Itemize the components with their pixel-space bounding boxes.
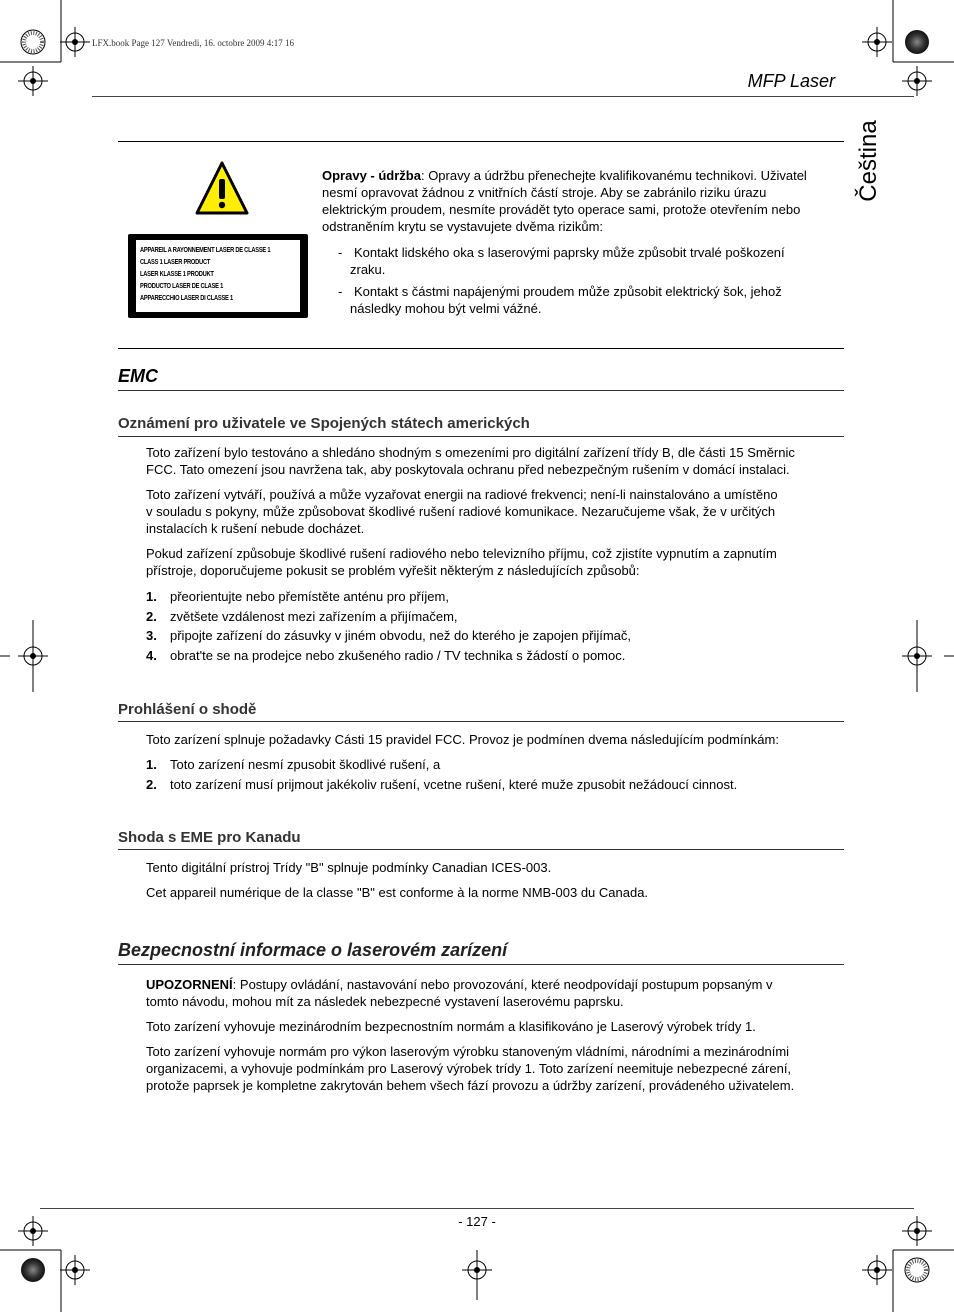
laser-safety-paragraph-3	[146, 1043, 846, 1094]
page-number: - 127 -	[458, 1214, 496, 1229]
list-item	[146, 587, 846, 607]
emc-rule	[118, 390, 844, 391]
text-line: Pokud zařízení způsobuje škodlivé rušení radiového nebo televizního příjmu, což zjistíte vypnutím a zapnutím	[146, 546, 777, 561]
bullet-text: následky mohou být velmi vážné.	[350, 301, 542, 316]
bullet-dash: -	[338, 245, 343, 260]
laser-safety-paragraph-2: Toto zarízení vyhovuje mezinárodním bezpecnostním normám a klasifikováno je Laserový výrobek trídy 1.	[146, 1019, 756, 1034]
text-line: Toto zařízení bylo testováno a shledáno shodným s omezeními pro digitální zařízení třídy B, dle části 15 Směrnic	[146, 445, 795, 460]
header-title: MFP Laser	[747, 71, 835, 91]
safety-bullet-1	[338, 244, 838, 278]
language-side-tab	[852, 117, 886, 205]
safety-intro-line: odstraněním krytu se vystavujete dvěma rizikům:	[322, 219, 604, 234]
warning-bold: UPOZORNENÍ	[146, 977, 233, 992]
text-line: Toto zařízení vytváří, používá a může vyzařovat energii na radiové frekvenci; není-li nainstalováno a umístěno	[146, 487, 778, 502]
footer-rule	[40, 1208, 914, 1209]
list-number: 4.	[146, 647, 157, 663]
list-item	[146, 646, 846, 666]
starburst-bottom-right	[905, 1258, 929, 1282]
list-number: 2.	[146, 608, 157, 624]
list-item	[146, 626, 846, 646]
conformity-rule	[118, 721, 844, 722]
usa-paragraph-1	[146, 444, 846, 478]
usa-notice-heading: Oznámení pro uživatele ve Spojených státech amerických	[118, 415, 530, 432]
usa-paragraph-2	[146, 486, 846, 537]
laser-safety-paragraph-1	[146, 976, 846, 1010]
canada-paragraph-2: Cet appareil numérique de la classe "B" est conforme à la norme NMB-003 du Canada.	[146, 885, 649, 900]
safety-intro-bold: Opravy - údržba	[322, 168, 421, 183]
list-item	[146, 607, 846, 627]
safety-intro-line: elektrickým proudem, nesmíte provádět tyto operace sami, protože otevřením nebo	[322, 202, 801, 217]
safety-bottom-rule	[118, 348, 844, 349]
list-number: 1.	[146, 589, 157, 604]
canada-rule	[118, 849, 844, 850]
starburst-top-right	[905, 30, 929, 54]
list-number: 1.	[146, 757, 157, 772]
bullet-dash: -	[338, 284, 343, 299]
usa-notice-rule	[118, 436, 844, 437]
conformity-paragraph: Toto zarízení splnuje požadavky Cásti 15 pravidel FCC. Provoz je podmínen dvema následujícím podmínkám:	[146, 732, 779, 747]
text-line: FCC. Tato omezení jsou navržena tak, aby poskytovala ochranu před nebezpečným rušením v domácí instalaci.	[146, 462, 790, 477]
list-text: připojte zařízení do zásuvky v jiném obvodu, než do kterého je zapojen přijímač,	[170, 628, 632, 644]
laser-class-label	[128, 234, 308, 318]
laser-label-line: APPAREIL A RAYONNEMENT LASER DE CLASSE 1	[140, 247, 271, 254]
text-line: instalacích k rušení nebude docházet.	[146, 521, 365, 536]
list-text: zvětšete vzdálenost mezi zařízením a přijímačem,	[170, 608, 458, 624]
laser-label-line: LASER KLASSE 1 PRODUKT	[140, 271, 214, 278]
safety-intro-line: nesmí opravovat žádnou z vnitřních částí stroje. Aby se zabránilo riziku úrazu	[322, 185, 767, 200]
starburst-bottom-left	[21, 1258, 45, 1282]
text-line: v souladu s pokyny, může způsobovat škodlivé rušení radiové komunikace. Nezaručujeme však, že v určitých	[146, 504, 776, 519]
text-line: Toto zarízení vyhovuje normám pro výkon laserovým výrobku stanoveným vládními, národními a mezinárodními	[146, 1044, 790, 1059]
laser-label-line: PRODUCTO LASER DE CLASE 1	[140, 283, 224, 290]
starburst-top-left	[21, 30, 45, 54]
bullet-text: zraku.	[350, 262, 386, 277]
bullet-text: Kontakt s částmi napájenými proudem může způsobit elektrický šok, jehož	[354, 284, 782, 299]
safety-bullet-2	[338, 283, 838, 317]
laser-safety-heading: Bezpecnostní informace o laserovém zarízení	[118, 940, 508, 960]
list-item	[146, 775, 846, 795]
laser-label-line: APPARECCHIO LASER DI CLASSE 1	[140, 295, 233, 302]
language-tab-label: Čeština	[855, 120, 882, 202]
laser-label-line: CLASS 1 LASER PRODUCT	[140, 259, 211, 266]
conformity-list	[146, 755, 846, 794]
bullet-text: Kontakt lidského oka s laserovými paprsky může způsobit trvalé poškození	[354, 245, 785, 260]
text-line: : Postupy ovládání, nastavování nebo provozování, které neodpovídají postupum popsaným v	[232, 977, 773, 992]
header-rule	[92, 96, 914, 97]
warning-triangle-icon	[194, 160, 250, 216]
canada-heading: Shoda s EME pro Kanadu	[118, 829, 301, 846]
list-text: obrat'te se na prodejce nebo zkušeného radio / TV technika s žádostí o pomoc.	[170, 647, 626, 663]
text-line: organizacemi, a vyhovuje podmínkám pro Laserový výrobek trídy 1. Toto zarízení neemituje nebezpecné zárení,	[146, 1061, 792, 1076]
usa-paragraph-3	[146, 545, 846, 579]
list-text: toto zarízení musí prijmout jakékoliv rušení, vcetne rušení, které muže zpusobit nežádoucí cinnost.	[170, 776, 738, 792]
usa-remedies-list	[146, 587, 846, 665]
list-number: 2.	[146, 776, 157, 792]
text-line: přístroje, doporučujeme pokusit se problém vyřešit některým z následujících způsobů:	[146, 563, 640, 578]
list-number: 3.	[146, 628, 157, 644]
emc-heading: EMC	[118, 366, 158, 386]
text-line: tomto návodu, mohou mít za následek nebezpecné vystavení laserovému paprsku.	[146, 994, 624, 1009]
list-text: Toto zarízení nesmí zpusobit škodlivé rušení, a	[170, 757, 441, 772]
safety-intro	[322, 167, 852, 235]
list-item	[146, 755, 846, 775]
list-text: přeorientujte nebo přemístěte anténu pro příjem,	[170, 589, 449, 604]
laser-safety-rule	[118, 964, 844, 965]
conformity-heading: Prohlášení o shodě	[118, 701, 257, 718]
print-info: LFX.book Page 127 Vendredi, 16. octobre 2009 4:17 16	[92, 38, 295, 48]
safety-top-rule	[118, 141, 844, 142]
safety-intro-line: : Opravy a údržbu přenechejte kvalifikovanému technikovi. Uživatel	[420, 168, 807, 183]
text-line: protože paprsek je kompletne zakrytován behem všech fází provozu a údržby zarízení, provádeného uživatelem.	[146, 1078, 795, 1093]
canada-paragraph-1: Tento digitální prístroj Trídy "B" splnuje podmínky Canadian ICES-003.	[146, 860, 552, 875]
